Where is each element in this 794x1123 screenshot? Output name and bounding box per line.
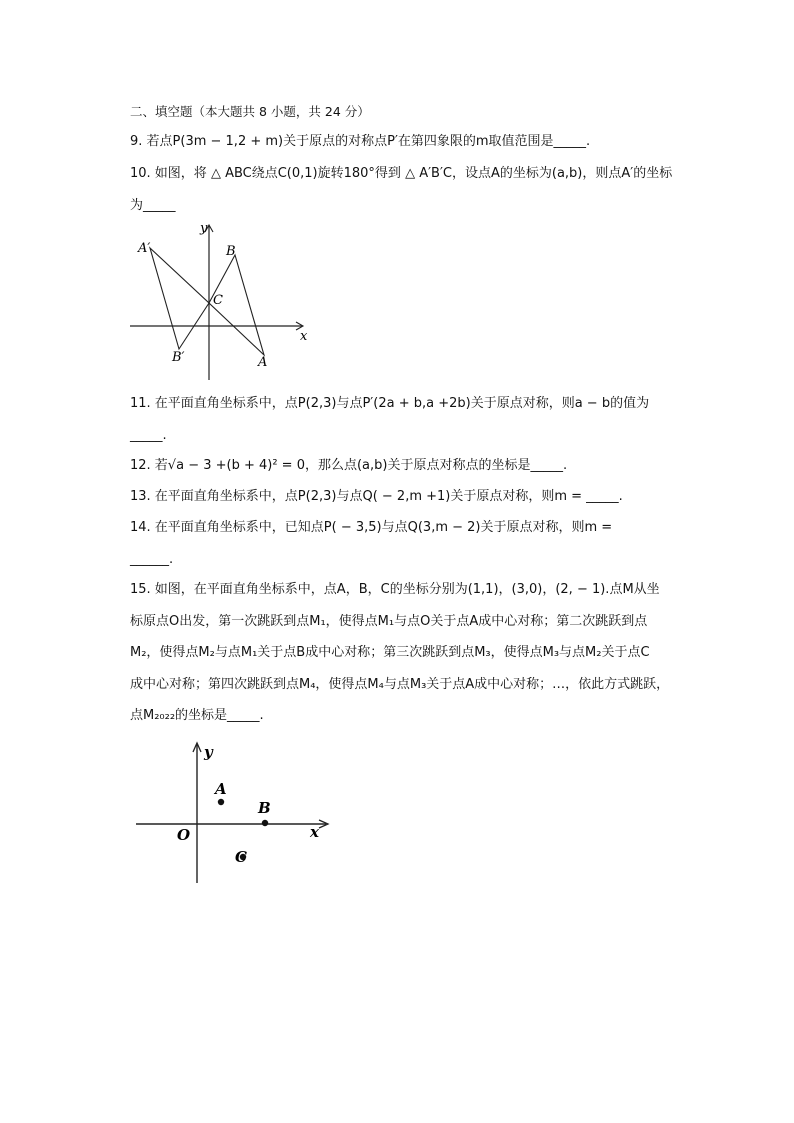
label-b-prime: B′ <box>172 350 185 365</box>
question-10-line2: 为_____ <box>130 198 176 213</box>
question-15-line4: 成中心对称；第四次跳跃到点M₄，使得点M₄与点M₃关于点A成中心对称；…，依此方式跳跃， <box>130 677 670 692</box>
question-13: 13. 在平面直角坐标系中，点P(2,3)与点Q( − 2,m +1)关于原点对称，则m = _____. <box>130 489 623 504</box>
triangle-a-prime-b-prime-c <box>150 248 209 349</box>
question-15-line5: 点M₂₀₂₂的坐标是_____. <box>130 708 264 723</box>
label-y: y <box>204 743 213 761</box>
label-a: A <box>258 355 268 370</box>
label-a: A <box>215 780 227 798</box>
question-15-line1: 15. 如图，在平面直角坐标系中，点A，B，C的坐标分别为(1,1)，(3,0)，(2, − 1).点M从坐 <box>130 582 660 597</box>
label-x: x <box>300 329 308 344</box>
label-a-prime: A′ <box>138 241 151 256</box>
question-12: 12. 若√a − 3 +(b + 4)² = 0，那么点(a,b)关于原点对称点的坐标是_____. <box>130 458 568 473</box>
figure-rotation-diagram <box>120 218 320 383</box>
question-14-line1: 14. 在平面直角坐标系中，已知点P( − 3,5)与点Q(3,m − 2)关于原点对称，则m = <box>130 520 613 535</box>
label-c: C <box>235 848 247 866</box>
label-o: O <box>177 826 191 844</box>
question-14-line2: ______. <box>130 552 174 567</box>
label-b: B <box>226 244 236 259</box>
question-11-line2: _____. <box>130 428 167 443</box>
figure-jump-points-diagram <box>128 740 338 890</box>
label-c: C <box>213 293 223 308</box>
question-15-line3: M₂，使得点M₂与点M₁关于点B成中心对称；第三次跳跃到点M₃，使得点M₃与点M₂关于点C <box>130 645 650 660</box>
section-heading: 二、填空题（本大题共 8 小题，共 24 分） <box>130 104 370 119</box>
point-b <box>262 820 268 826</box>
point-a <box>218 799 224 805</box>
question-15-line2: 标原点O出发，第一次跳跃到点M₁，使得点M₁与点O关于点A成中心对称；第二次跳跃到点 <box>130 614 648 629</box>
question-11-line1: 11. 在平面直角坐标系中，点P(2,3)与点P′(2a + b,a +2b)关于原点对称，则a − b的值为 <box>130 396 650 411</box>
label-x: x <box>310 823 319 841</box>
question-10-line1: 10. 如图，将 △ ABC绕点C(0,1)旋转180°得到 △ A′B′C，设点A的坐标为(a,b)，则点A′的坐标 <box>130 166 673 181</box>
question-9: 9. 若点P(3m − 1,2 + m)关于原点的对称点P′在第四象限的m取值范围是_____. <box>130 134 591 149</box>
label-b: B <box>258 799 271 817</box>
label-y: y <box>200 221 208 236</box>
